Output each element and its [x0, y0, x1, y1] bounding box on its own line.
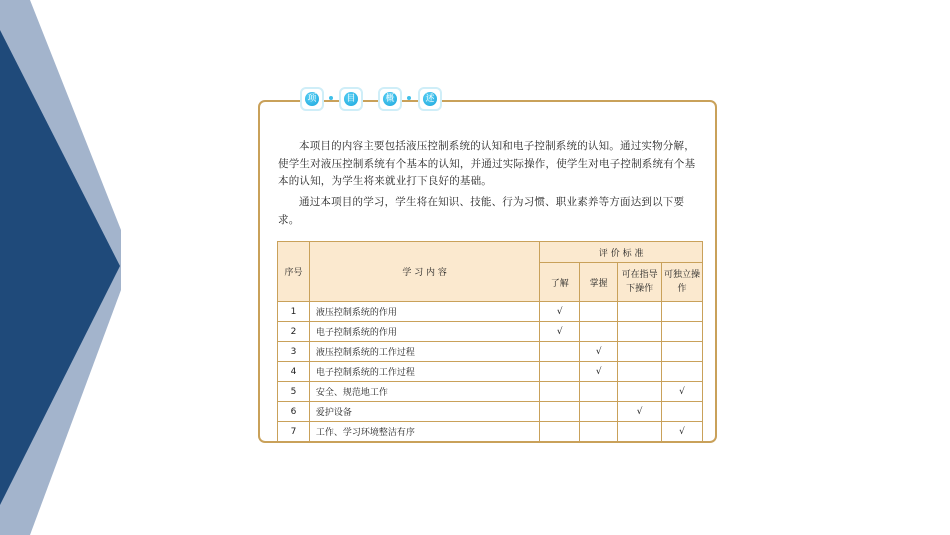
- table-row: [278, 402, 703, 422]
- row-check-mark: [580, 382, 618, 402]
- row-seq: 3: [278, 342, 310, 362]
- row-content: 安全、规范地工作: [309, 382, 539, 402]
- table-row: [278, 382, 703, 402]
- row-check-mark: [662, 342, 703, 362]
- table-row: [278, 322, 703, 342]
- row-check-mark: [618, 362, 662, 382]
- table-row: [278, 342, 703, 362]
- row-check-mark: [540, 362, 580, 382]
- title-dot: [329, 96, 333, 100]
- row-check-mark: [662, 362, 703, 382]
- row-check-mark: [618, 342, 662, 362]
- row-check-mark: √: [662, 422, 703, 442]
- row-check-mark: [540, 382, 580, 402]
- row-content: 工作、学习环境整洁有序: [309, 422, 539, 442]
- table-header-row: [278, 242, 703, 263]
- table-row: [278, 302, 703, 322]
- row-content: 液压控制系统的作用: [309, 302, 539, 322]
- header-level: 掌握: [580, 263, 618, 302]
- evaluation-table: [277, 241, 703, 442]
- title-char: 概: [383, 92, 397, 106]
- table-row: [278, 362, 703, 382]
- row-check-mark: [580, 302, 618, 322]
- row-check-mark: [618, 382, 662, 402]
- requirements-paragraph: 通过本项目的学习，学生将在知识、技能、行为习惯、职业素养等方面达到以下要求。: [278, 196, 685, 226]
- header-seq: 序号: [278, 242, 310, 302]
- row-seq: 7: [278, 422, 310, 442]
- title-char: 述: [423, 92, 437, 106]
- row-check-mark: [662, 322, 703, 342]
- row-check-mark: [618, 302, 662, 322]
- header-eval: 评 价 标 准: [540, 242, 703, 263]
- row-seq: 4: [278, 362, 310, 382]
- row-content: 电子控制系统的作用: [309, 322, 539, 342]
- row-check-mark: [540, 342, 580, 362]
- title-char: 项: [305, 92, 319, 106]
- row-check-mark: [618, 322, 662, 342]
- row-check-mark: [540, 422, 580, 442]
- row-content: 爱护设备: [309, 402, 539, 422]
- row-check-mark: [580, 322, 618, 342]
- title-dot: [407, 96, 411, 100]
- title-char: 目: [344, 92, 358, 106]
- title-char-badge: [339, 87, 363, 111]
- left-chevron-decoration: [0, 0, 130, 535]
- header-level: 可在指导下操作: [618, 263, 662, 302]
- row-check-mark: √: [618, 402, 662, 422]
- row-seq: 2: [278, 322, 310, 342]
- header-level: 了解: [540, 263, 580, 302]
- row-check-mark: [540, 402, 580, 422]
- header-level: 可独立操作: [662, 263, 703, 302]
- title-char-badge: [378, 87, 402, 111]
- row-seq: 5: [278, 382, 310, 402]
- row-seq: 6: [278, 402, 310, 422]
- header-content: 学 习 内 容: [309, 242, 539, 302]
- intro-paragraph: 本项目的内容主要包括液压控制系统的认知和电子控制系统的认知。通过实物分解，使学生对液压控制系统有个基本的认知，并通过实际操作，使学生对电子控制系统有个基本的认知，为学生将来就业打下良好的基础。: [278, 140, 696, 187]
- table-row: [278, 422, 703, 442]
- row-check-mark: [618, 422, 662, 442]
- row-check-mark: √: [580, 362, 618, 382]
- row-check-mark: √: [540, 322, 580, 342]
- title-char-badge: [300, 87, 324, 111]
- row-seq: 1: [278, 302, 310, 322]
- section-title: [296, 87, 446, 115]
- row-check-mark: √: [662, 382, 703, 402]
- row-check-mark: [580, 402, 618, 422]
- row-check-mark: [580, 422, 618, 442]
- row-check-mark: [662, 302, 703, 322]
- title-char-badge: [418, 87, 442, 111]
- row-check-mark: [662, 402, 703, 422]
- row-check-mark: √: [540, 302, 580, 322]
- row-check-mark: √: [580, 342, 618, 362]
- row-content: 液压控制系统的工作过程: [309, 342, 539, 362]
- row-content: 电子控制系统的工作过程: [309, 362, 539, 382]
